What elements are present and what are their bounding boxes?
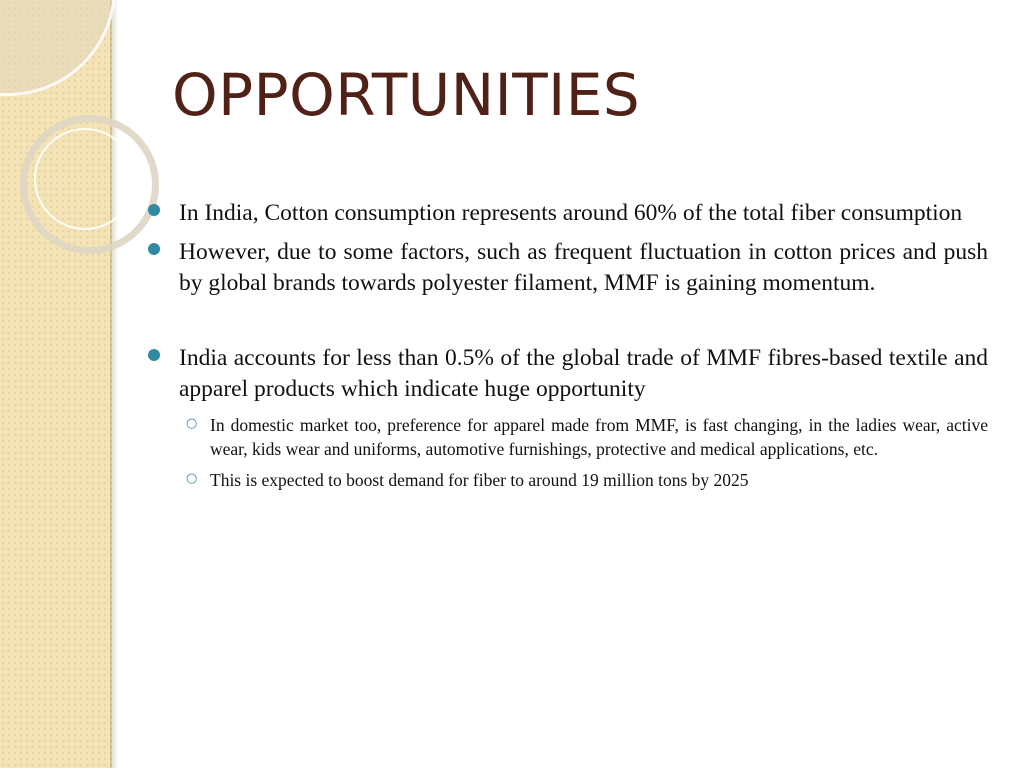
side-strip-shadow bbox=[110, 0, 118, 768]
sub-bullet-icon: ○ bbox=[186, 416, 198, 431]
bullet-icon bbox=[148, 204, 160, 216]
slide-title: OPPORTUNITIES bbox=[172, 61, 641, 129]
sub-bullet-icon: ○ bbox=[186, 471, 198, 486]
bullet-item bbox=[148, 237, 988, 299]
decorative-ring-inner bbox=[34, 128, 136, 230]
slide-content bbox=[148, 198, 988, 499]
sub-bullet-item bbox=[186, 413, 988, 461]
sub-bullet-text: In domestic market too, preference for apparel made from MMF, is fast changing, in the ladies wear, active wear, kids wear and uniforms, automotive furnishings, protective and medical applications, etc. bbox=[210, 415, 988, 459]
bullet-item bbox=[148, 343, 988, 405]
bullet-text: However, due to some factors, such as frequent fluctuation in cotton prices and push by global brands towards polyester filament, MMF is gaining momentum. bbox=[179, 239, 988, 296]
bullet-text: In India, Cotton consumption represents around 60% of the total fiber consumption bbox=[179, 200, 963, 226]
bullet-icon bbox=[148, 243, 160, 255]
bullet-text: India accounts for less than 0.5% of the global trade of MMF fibres-based textile and apparel products which indicate huge opportunity bbox=[179, 345, 988, 402]
bullet-item bbox=[148, 198, 988, 229]
sub-bullet-text: This is expected to boost demand for fiber to around 19 million tons by 2025 bbox=[210, 470, 749, 490]
sub-bullet-item bbox=[186, 468, 988, 492]
bullet-icon bbox=[148, 349, 160, 361]
